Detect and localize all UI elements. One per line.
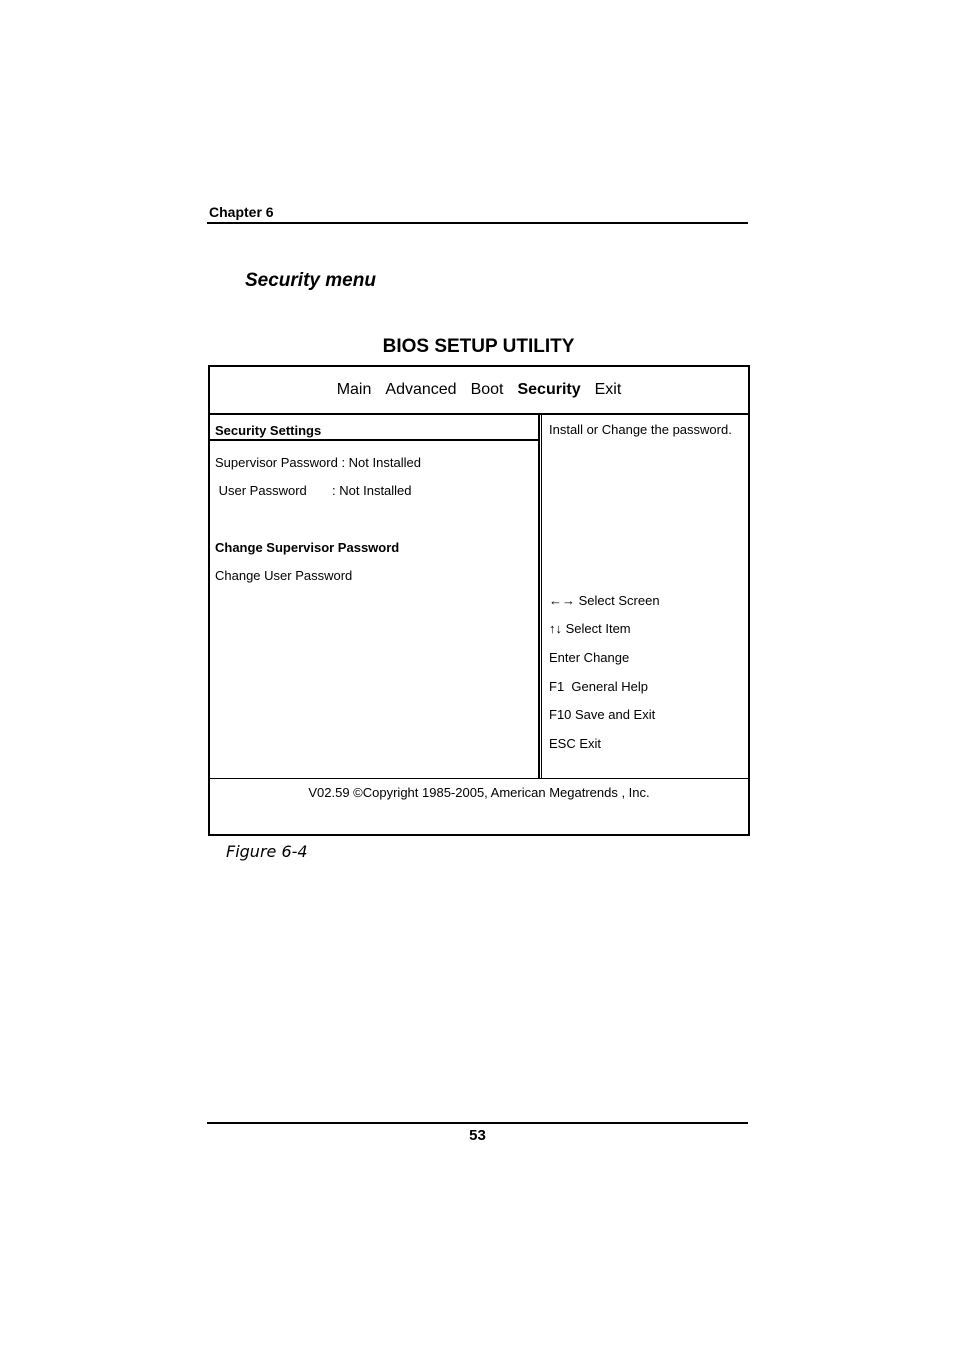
copyright-text: V02.59 ©Copyright 1985-2005, American Megatrends , Inc. bbox=[308, 785, 650, 800]
page-number: 53 bbox=[469, 1127, 486, 1144]
key-hint-change: Enter Change bbox=[549, 650, 630, 665]
supervisor-password-status: Supervisor Password : Not Installed bbox=[215, 455, 421, 470]
menu-tab-security[interactable]: Security bbox=[517, 381, 581, 398]
bios-title: BIOS SETUP UTILITY bbox=[382, 336, 575, 357]
user-password-status: User Password : Not Installed bbox=[215, 483, 412, 498]
key-hint-help: F1 General Help bbox=[549, 679, 648, 694]
help-pane bbox=[541, 415, 749, 778]
bios-screen bbox=[208, 365, 750, 836]
figure-caption: Figure 6-4 bbox=[226, 842, 308, 861]
chapter-heading: Chapter 6 bbox=[209, 204, 274, 220]
settings-pane-header bbox=[210, 415, 538, 441]
menu-tab-exit[interactable]: Exit bbox=[594, 381, 622, 398]
section-title: Security menu bbox=[245, 270, 376, 291]
change-user-password-item[interactable]: Change User Password bbox=[215, 568, 353, 583]
header-rule bbox=[207, 222, 748, 224]
item-help-text: Install or Change the password. bbox=[549, 422, 732, 437]
menu-tab-advanced[interactable]: Advanced bbox=[385, 381, 457, 398]
key-hint-select-screen: ←→ Select Screen bbox=[549, 593, 660, 608]
menu-tab-boot[interactable]: Boot bbox=[470, 381, 504, 398]
key-hint-select-item: ↑↓ Select Item bbox=[549, 621, 631, 636]
change-supervisor-password-item[interactable]: Change Supervisor Password bbox=[215, 540, 400, 555]
key-hint-exit: ESC Exit bbox=[549, 736, 602, 751]
bios-menu-bar bbox=[210, 367, 748, 415]
menu-tab-main[interactable]: Main bbox=[336, 381, 372, 398]
bios-footer bbox=[210, 778, 748, 833]
settings-pane bbox=[210, 415, 540, 778]
footer-rule bbox=[207, 1122, 748, 1124]
key-hint-save-exit: F10 Save and Exit bbox=[549, 707, 656, 722]
security-settings-heading: Security Settings bbox=[215, 423, 322, 438]
